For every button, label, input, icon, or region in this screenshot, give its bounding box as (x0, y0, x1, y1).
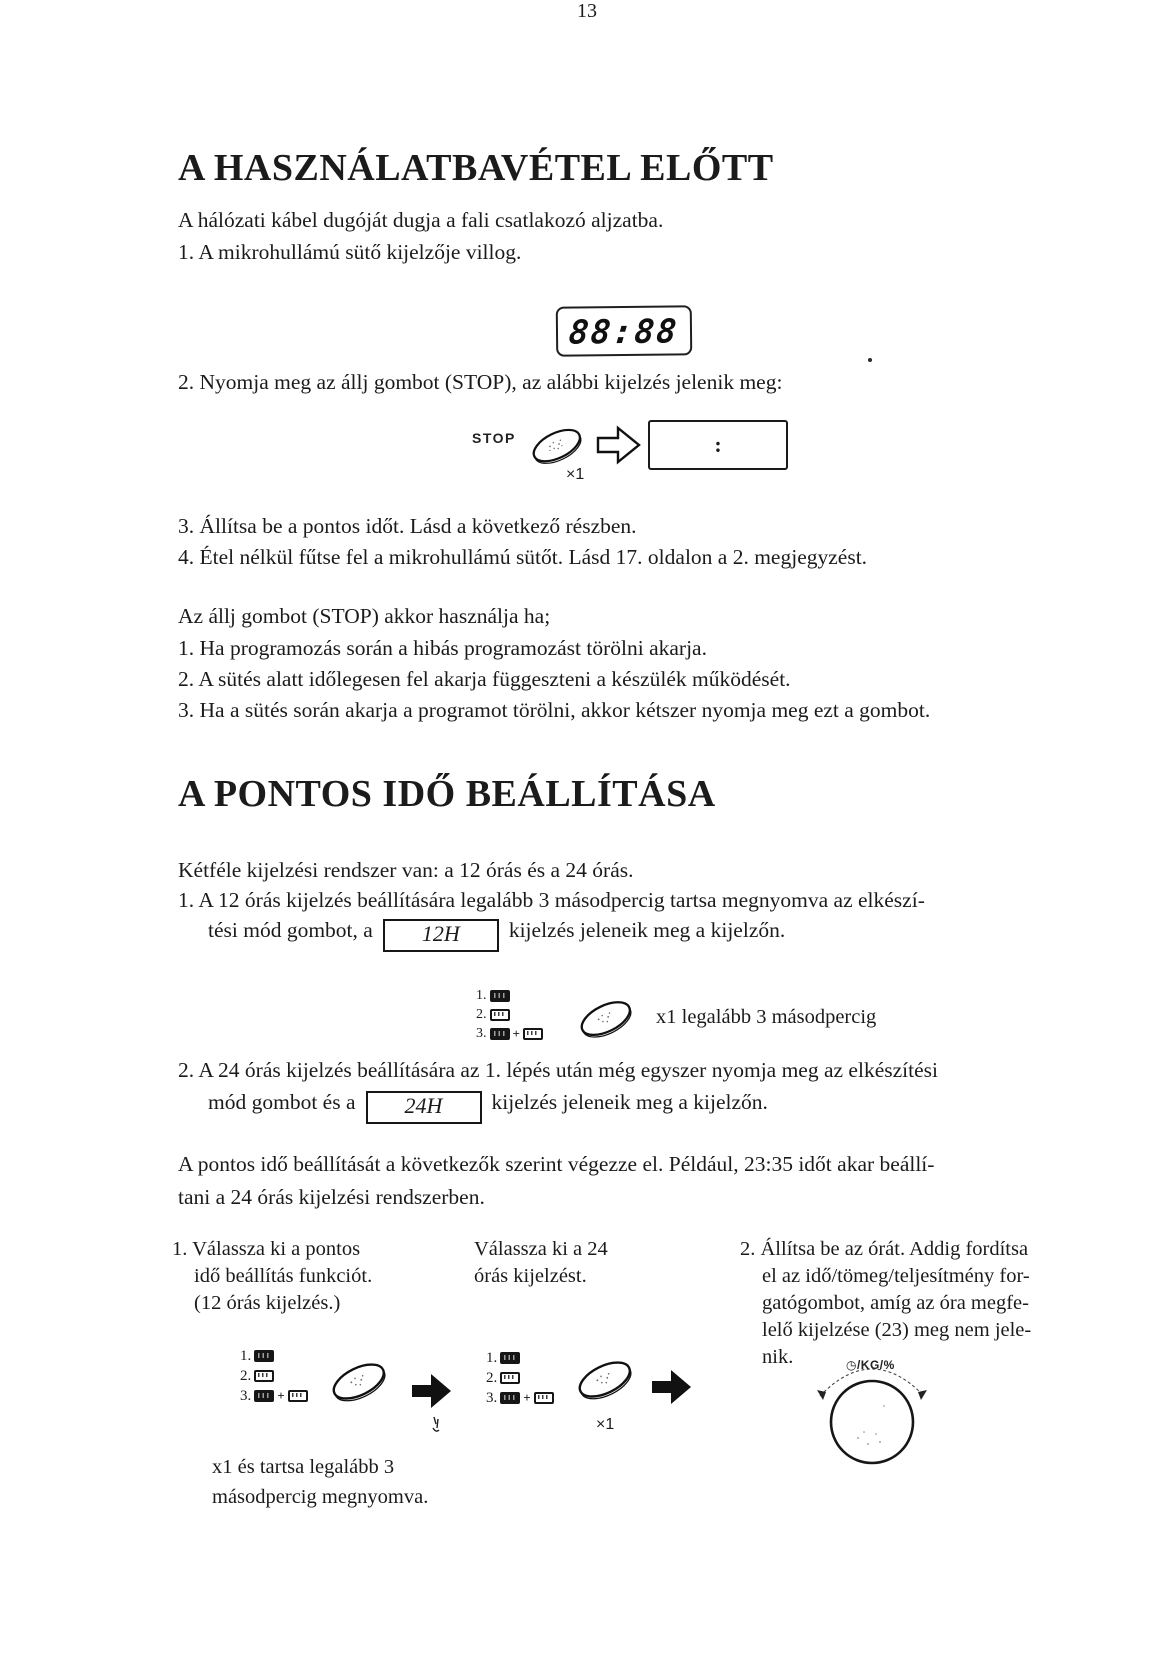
mode-button-icon (500, 1352, 520, 1364)
display-24h-box: 24H (366, 1091, 482, 1124)
section2-step2-line1: 2. A 24 órás kijelzés beállítására az 1. lépés után még egyszer nyomja meg az elkészítési (178, 1058, 938, 1082)
section2-step1-line2 (208, 918, 785, 952)
key-row-1-num: 1. (476, 988, 487, 1003)
arrow-right-solid-icon (652, 1368, 692, 1406)
plus-sign: + (277, 1388, 285, 1403)
step2-line2-before: mód gombot és a (208, 1090, 356, 1114)
key-row-2-num: 2. (486, 1370, 498, 1386)
col3-line1: 2. Állítsa be az órát. Addig fordítsa (740, 1238, 1029, 1260)
section1-step4-text: 4. Étel nélkül fűtse fel a mikrohullámú sütőt. Lásd 17. oldalon a 2. megjegyzést. (178, 545, 868, 569)
key-row-2-num: 2. (240, 1368, 252, 1384)
key-sequence-list (486, 1348, 554, 1408)
key-row-2-num: 2. (476, 1007, 487, 1022)
knob-label: ◷/KG/% (846, 1358, 895, 1372)
section1-step3-text: 3. Állítsa be a pontos időt. Lásd a következő részben. (178, 514, 637, 538)
scan-speck (868, 358, 872, 362)
hold-note-line1: x1 és tartsa legalább 3 (212, 1456, 395, 1478)
micro-button-icon (254, 1370, 274, 1382)
arrow-right-solid-icon (412, 1372, 452, 1410)
oven-display-flashing (556, 305, 693, 356)
stop-usage-heading: Az állj gombot (STOP) akkor használja ha; (178, 604, 551, 628)
section1-intro-line2: 1. A mikrohullámú sütő kijelzője villog. (178, 240, 522, 264)
mode-button-icon (490, 1028, 510, 1040)
col2-line1: Válassza ki a 24 (474, 1238, 608, 1260)
step2-line2-after: kijelzés jeleneik meg a kijelzőn. (491, 1090, 768, 1114)
section2-step1-line1: 1. A 12 órás kijelzés beállítására legalább 3 másodpercig tartsa megnyomva az elkészí- (178, 888, 925, 912)
seven-segment-digits: 88:88 (567, 310, 681, 352)
micro-button-icon (288, 1390, 308, 1402)
col3-line4: lelő kijelzése (23) meg nem jele- (762, 1319, 1032, 1341)
hold-note-line2: másodpercig megnyomva. (212, 1486, 429, 1508)
procedure-col1 (172, 1236, 372, 1317)
press-count-x1: ×1 (596, 1416, 615, 1433)
key-sequence-list (476, 986, 543, 1043)
col3-line3: gatógombot, amíg az óra megfe- (762, 1292, 1029, 1314)
press-button-icon (328, 1356, 390, 1408)
key-row-2 (486, 1368, 554, 1388)
display-12h-box: 12H (383, 919, 499, 952)
stop-button-label: STOP (472, 430, 516, 446)
stop-usage-item1: 1. Ha programozás során a hibás programozást törölni akarja. (178, 636, 707, 660)
display-colon-text: : (714, 432, 722, 457)
micro-button-icon (500, 1372, 520, 1384)
mode-button-icon (254, 1390, 274, 1402)
stop-usage-item3: 3. Ha a sütés során akarja a programot törölni, akkor kétszer nyomja meg ezt a gombot. (178, 698, 931, 722)
mode-button-icon (490, 990, 510, 1002)
stop-usage-item2: 2. A sütés alatt időlegesen fel akarja függeszteni a készülék működését. (178, 667, 791, 691)
mode-button-icon (500, 1392, 520, 1404)
step1-line2-before: tési mód gombot, a (208, 918, 373, 942)
press-button-icon (574, 1354, 636, 1406)
hold-note-mid: x1 legalább 3 másodpercig (656, 1006, 877, 1028)
example-line1: A pontos idő beállítását a következők szerint végezze el. Például, 23:35 időt akar beállí- (178, 1152, 935, 1176)
section1-step2-text: 2. Nyomja meg az állj gombot (STOP), az alábbi kijelzés jelenik meg: (178, 370, 783, 394)
press-count-x1: ×1 (566, 466, 585, 483)
section2-intro: Kétféle kijelzési rendszer van: a 12 órás és a 24 órás. (178, 858, 634, 882)
col1-line1: 1. Válassza ki a pontos (172, 1238, 361, 1260)
key-row-3 (476, 1024, 543, 1043)
press-button-icon (576, 994, 636, 1044)
col3-line2: el az idő/tömeg/teljesítmény for- (762, 1265, 1030, 1287)
col2-line2: órás kijelzést. (474, 1265, 587, 1287)
section1-title: A HASZNÁLATBAVÉTEL ELŐTT (178, 147, 774, 189)
key-row-1 (240, 1346, 308, 1366)
press-button-icon (528, 422, 586, 470)
arrow-right-outline-icon (596, 424, 642, 466)
key-row-3-num: 3. (476, 1026, 487, 1041)
oven-display-colon (648, 420, 788, 470)
key-row-2 (240, 1366, 308, 1386)
section1-intro-line1: A hálózati kábel dugóját dugja a fali csatlakozó aljzatba. (178, 208, 664, 232)
key-row-3-num: 3. (486, 1390, 498, 1406)
mode-button-icon (254, 1350, 274, 1362)
plus-sign: + (523, 1390, 531, 1405)
key-row-1 (486, 1348, 554, 1368)
key-row-3 (486, 1388, 554, 1408)
time-weight-power-knob (806, 1336, 938, 1468)
page-number: 13 (577, 0, 597, 22)
print-smudge (430, 1416, 442, 1434)
section2-step2-line2 (208, 1090, 768, 1124)
key-sequence-list (240, 1346, 308, 1406)
step1-line2-after: kijelzés jeleneik meg a kijelzőn. (508, 918, 786, 942)
col1-line2: idő beállítás funkciót. (194, 1265, 373, 1287)
example-line2: tani a 24 órás kijelzési rendszerben. (178, 1185, 485, 1209)
key-row-3 (240, 1386, 308, 1406)
key-row-3-num: 3. (240, 1388, 252, 1404)
section2-title: A PONTOS IDŐ BEÁLLÍTÁSA (178, 773, 716, 815)
micro-button-icon (523, 1028, 543, 1040)
col3-line5: nik. (762, 1346, 794, 1368)
key-row-2 (476, 1005, 543, 1024)
micro-button-icon (534, 1392, 554, 1404)
key-row-1-num: 1. (486, 1350, 498, 1366)
micro-button-icon (490, 1009, 510, 1021)
procedure-col2 (474, 1236, 608, 1290)
key-row-1-num: 1. (240, 1348, 252, 1364)
plus-sign: + (512, 1026, 520, 1041)
col1-line3: (12 órás kijelzés.) (194, 1292, 341, 1314)
key-row-1 (476, 986, 543, 1005)
